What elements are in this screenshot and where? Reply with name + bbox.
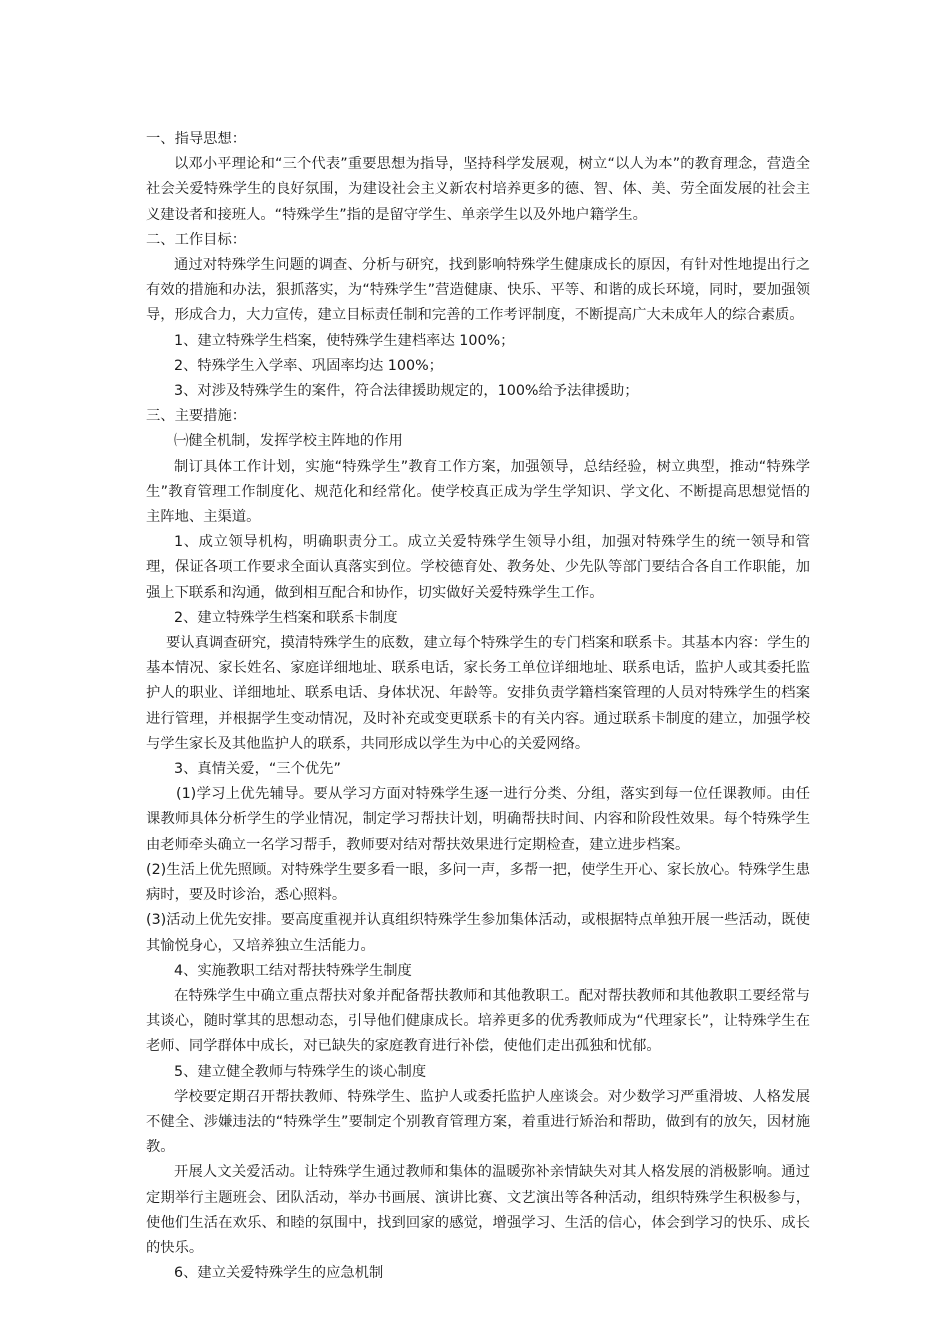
subsection-heading: 6、建立关爱特殊学生的应急机制 [174, 1265, 384, 1282]
paragraph: 开展人文关爱活动。让特殊学生通过教师和集体的温暖弥补亲情缺失对其人格发展的消极影响。通过定期举行主题班会、团队活动，举办书画展、演讲比赛、文艺演出等各种活动，组织特殊学生积极参与，使他们生活在欢乐、和睦的氛围中，找到回家的感觉，增强学习、生活的信心，体会到学习的快乐、成长的快乐。 [146, 1164, 810, 1256]
section-heading: 一、指导思想： [146, 131, 247, 147]
subsection-heading: 4、实施教职工结对帮扶特殊学生制度 [174, 962, 412, 979]
paragraph: 1、成立领导机构，明确职责分工。成立关爱特殊学生领导小组，加强对特殊学生的统一领导和管理，保证各项工作要求全面认真落实到位。学校德育处、教务处、少先队等部门要结合各自工作职能，加强上下联系和沟通，做到相互配合和协作，切实做好关爱特殊学生工作。 [146, 534, 810, 601]
paragraph: 要认真调查研究，摸清特殊学生的底数，建立每个特殊学生的专门档案和联系卡。其基本内容：学生的基本情况、家长姓名、家庭详细地址、联系电话，家长务工单位详细地址、联系电话，监护人或其委托监护人的职业、详细地址、联系电话、身体状况、年龄等。安排负责学籍档案管理的人员对特殊学生的档案进行管理，并根据学生变动情况，及时补充或变更联系卡的有关内容。通过联系卡制度的建立，加强学校与学生家长及其他监护人的联系，共同形成以学生为中心的关爱网络。 [146, 635, 810, 752]
paragraph: (1)学习上优先辅导。要从学习方面对特殊学生逐一进行分类、分组，落实到每一位任课教师。由任课教师具体分析学生的学业情况，制定学习帮扶计划，明确帮扶时间、内容和阶段性效果。每个特殊学生由老师牵头确立一名学习帮手，教师要对结对帮扶效果进行定期检查，建立进步档案。 [146, 786, 810, 853]
list-item: 3、对涉及特殊学生的案件，符合法律援助规定的，100%给予法律援助； [174, 383, 639, 400]
paragraph: 学校要定期召开帮扶教师、特殊学生、监护人或委托监护人座谈会。对少数学习严重滑坡、人格发展不健全、涉嫌违法的“特殊学生”要制定个别教育管理方案，着重进行矫治和帮助，做到有的放矢，因材施教。 [146, 1088, 810, 1156]
subsection-heading: 5、建立健全教师与特殊学生的谈心制度 [174, 1063, 427, 1080]
document-body [146, 127, 810, 1286]
list-item: 1、建立特殊学生档案，使特殊学生建档率达 100%； [174, 332, 515, 349]
subsection-heading: 2、建立特殊学生档案和联系卡制度 [174, 609, 398, 626]
section-heading: 三、主要措施： [146, 408, 247, 425]
paragraph: 以邓小平理论和“三个代表”重要思想为指导，坚持科学发展观，树立“以人为本”的教育理念，营造全社会关爱特殊学生的良好氛围，为建设社会主义新农村培养更多的德、智、体、美、劳全面发展的社会主义建设者和接班人。“特殊学生”指的是留守学生、单亲学生以及外地户籍学生。 [146, 156, 810, 223]
subsection-heading: 3、真情关爱，“三个优先” [174, 761, 341, 778]
paragraph: 在特殊学生中确立重点帮扶对象并配备帮扶教师和其他教职工。配对帮扶教师和其他教职工要经常与其谈心，随时掌其的思想动态，引导他们健康成长。培养更多的优秀教师成为“代理家长”，让特殊学生在老师、同学群体中成长，对已缺失的家庭教育进行补偿，使他们走出孤独和忧郁。 [146, 987, 810, 1055]
paragraph: 制订具体工作计划，实施“特殊学生”教育工作方案，加强领导，总结经验，树立典型，推动“特殊学生”教育管理工作制度化、规范化和经常化。使学校真正成为学生学知识、学文化、不断提高思想觉悟的主阵地、主渠道。 [146, 458, 810, 526]
paragraph: (3)活动上优先安排。要高度重视并认真组织特殊学生参加集体活动，或根据特点单独开展一些活动，既使其愉悦身心，又培养独立生活能力。 [146, 912, 810, 954]
paragraph: 通过对特殊学生问题的调查、分析与研究，找到影响特殊学生健康成长的原因，有针对性地提出行之有效的措施和办法，狠抓落实，为“特殊学生”营造健康、快乐、平等、和谐的成长环境，同时，要加强领导，形成合力，大力宣传，建立目标责任制和完善的工作考评制度，不断提高广大未成年人的综合素质。 [146, 257, 810, 324]
subsection-heading: ㈠健全机制，发挥学校主阵地的作用 [174, 433, 403, 450]
list-item: 2、特殊学生入学率、巩固率均达 100%； [174, 357, 443, 374]
paragraph: (2)生活上优先照顾。对特殊学生要多看一眼，多问一声，多帮一把，使学生开心、家长放心。特殊学生患病时，要及时诊治，悉心照料。 [146, 861, 810, 904]
section-heading: 二、工作目标： [146, 231, 247, 248]
